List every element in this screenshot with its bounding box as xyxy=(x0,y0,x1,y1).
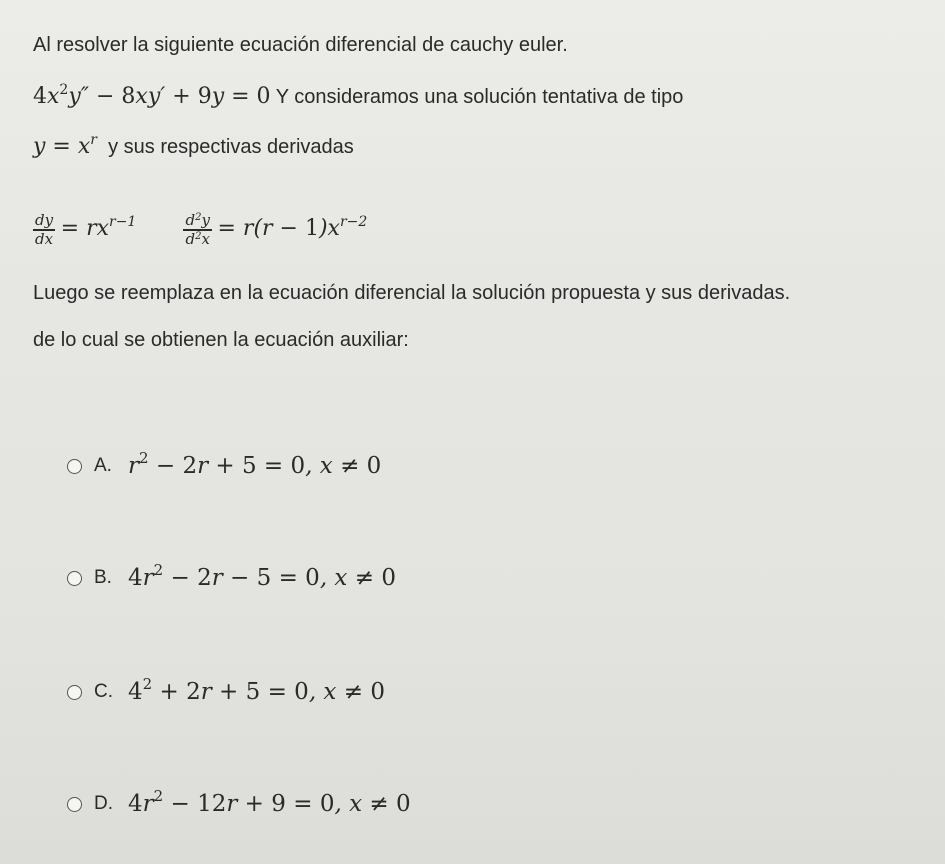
derivatives-line xyxy=(33,212,367,248)
differential-equation-line xyxy=(33,84,683,110)
second-derivative-fraction: $\frac{d^2y}{d^2x}$ xyxy=(185,211,210,248)
equation-description: Y consideramos una solución tentativa de tipo xyxy=(275,86,684,108)
substitution-text: Luego se reemplaza en la ecuación diferencial la solución propuesta y sus derivadas. xyxy=(33,282,791,304)
option-a-equation: $r^2 - 2r + 5 = 0$, x ≠ 0 xyxy=(128,449,382,479)
option-c-letter: C. xyxy=(94,681,113,702)
option-d[interactable] xyxy=(67,789,411,819)
radio-button-a[interactable] xyxy=(67,459,82,474)
differential-equation: $4x^2y'' - 8xy' + 9y = 0$ xyxy=(33,82,271,109)
second-derivative: = $r(r - 1)x^{r-2}$ xyxy=(217,214,368,242)
radio-button-c[interactable] xyxy=(67,685,82,700)
option-b-letter: B. xyxy=(94,567,112,588)
option-d-equation: $4r^2 - 12r + 9 = 0$, x ≠ 0 xyxy=(128,787,411,817)
radio-button-d[interactable] xyxy=(67,797,82,812)
result-text: de lo cual se obtienen la ecuación auxiliar: xyxy=(33,329,409,351)
option-a-letter: A. xyxy=(94,455,112,476)
option-c-equation: $4^2 + 2r + 5 = 0$, x ≠ 0 xyxy=(128,675,385,705)
question-intro: Al resolver la siguiente ecuación diferencial de cauchy euler. xyxy=(33,34,568,56)
option-b-equation: $4r^2 - 2r - 5 = 0$, x ≠ 0 xyxy=(128,561,396,591)
tentative-solution-line xyxy=(33,134,354,160)
first-derivative: = $rx^{r-1}$ xyxy=(60,214,137,242)
derivatives-description: y sus respectivas derivadas xyxy=(108,136,354,158)
first-derivative-fraction: $\frac{dy}{dx}$ xyxy=(35,211,54,248)
option-a[interactable] xyxy=(67,451,381,481)
option-c[interactable] xyxy=(67,677,385,707)
tentative-solution: $y = x^r$ xyxy=(33,132,97,159)
option-d-letter: D. xyxy=(94,793,113,814)
radio-button-b[interactable] xyxy=(67,571,82,586)
option-b[interactable] xyxy=(67,563,396,593)
